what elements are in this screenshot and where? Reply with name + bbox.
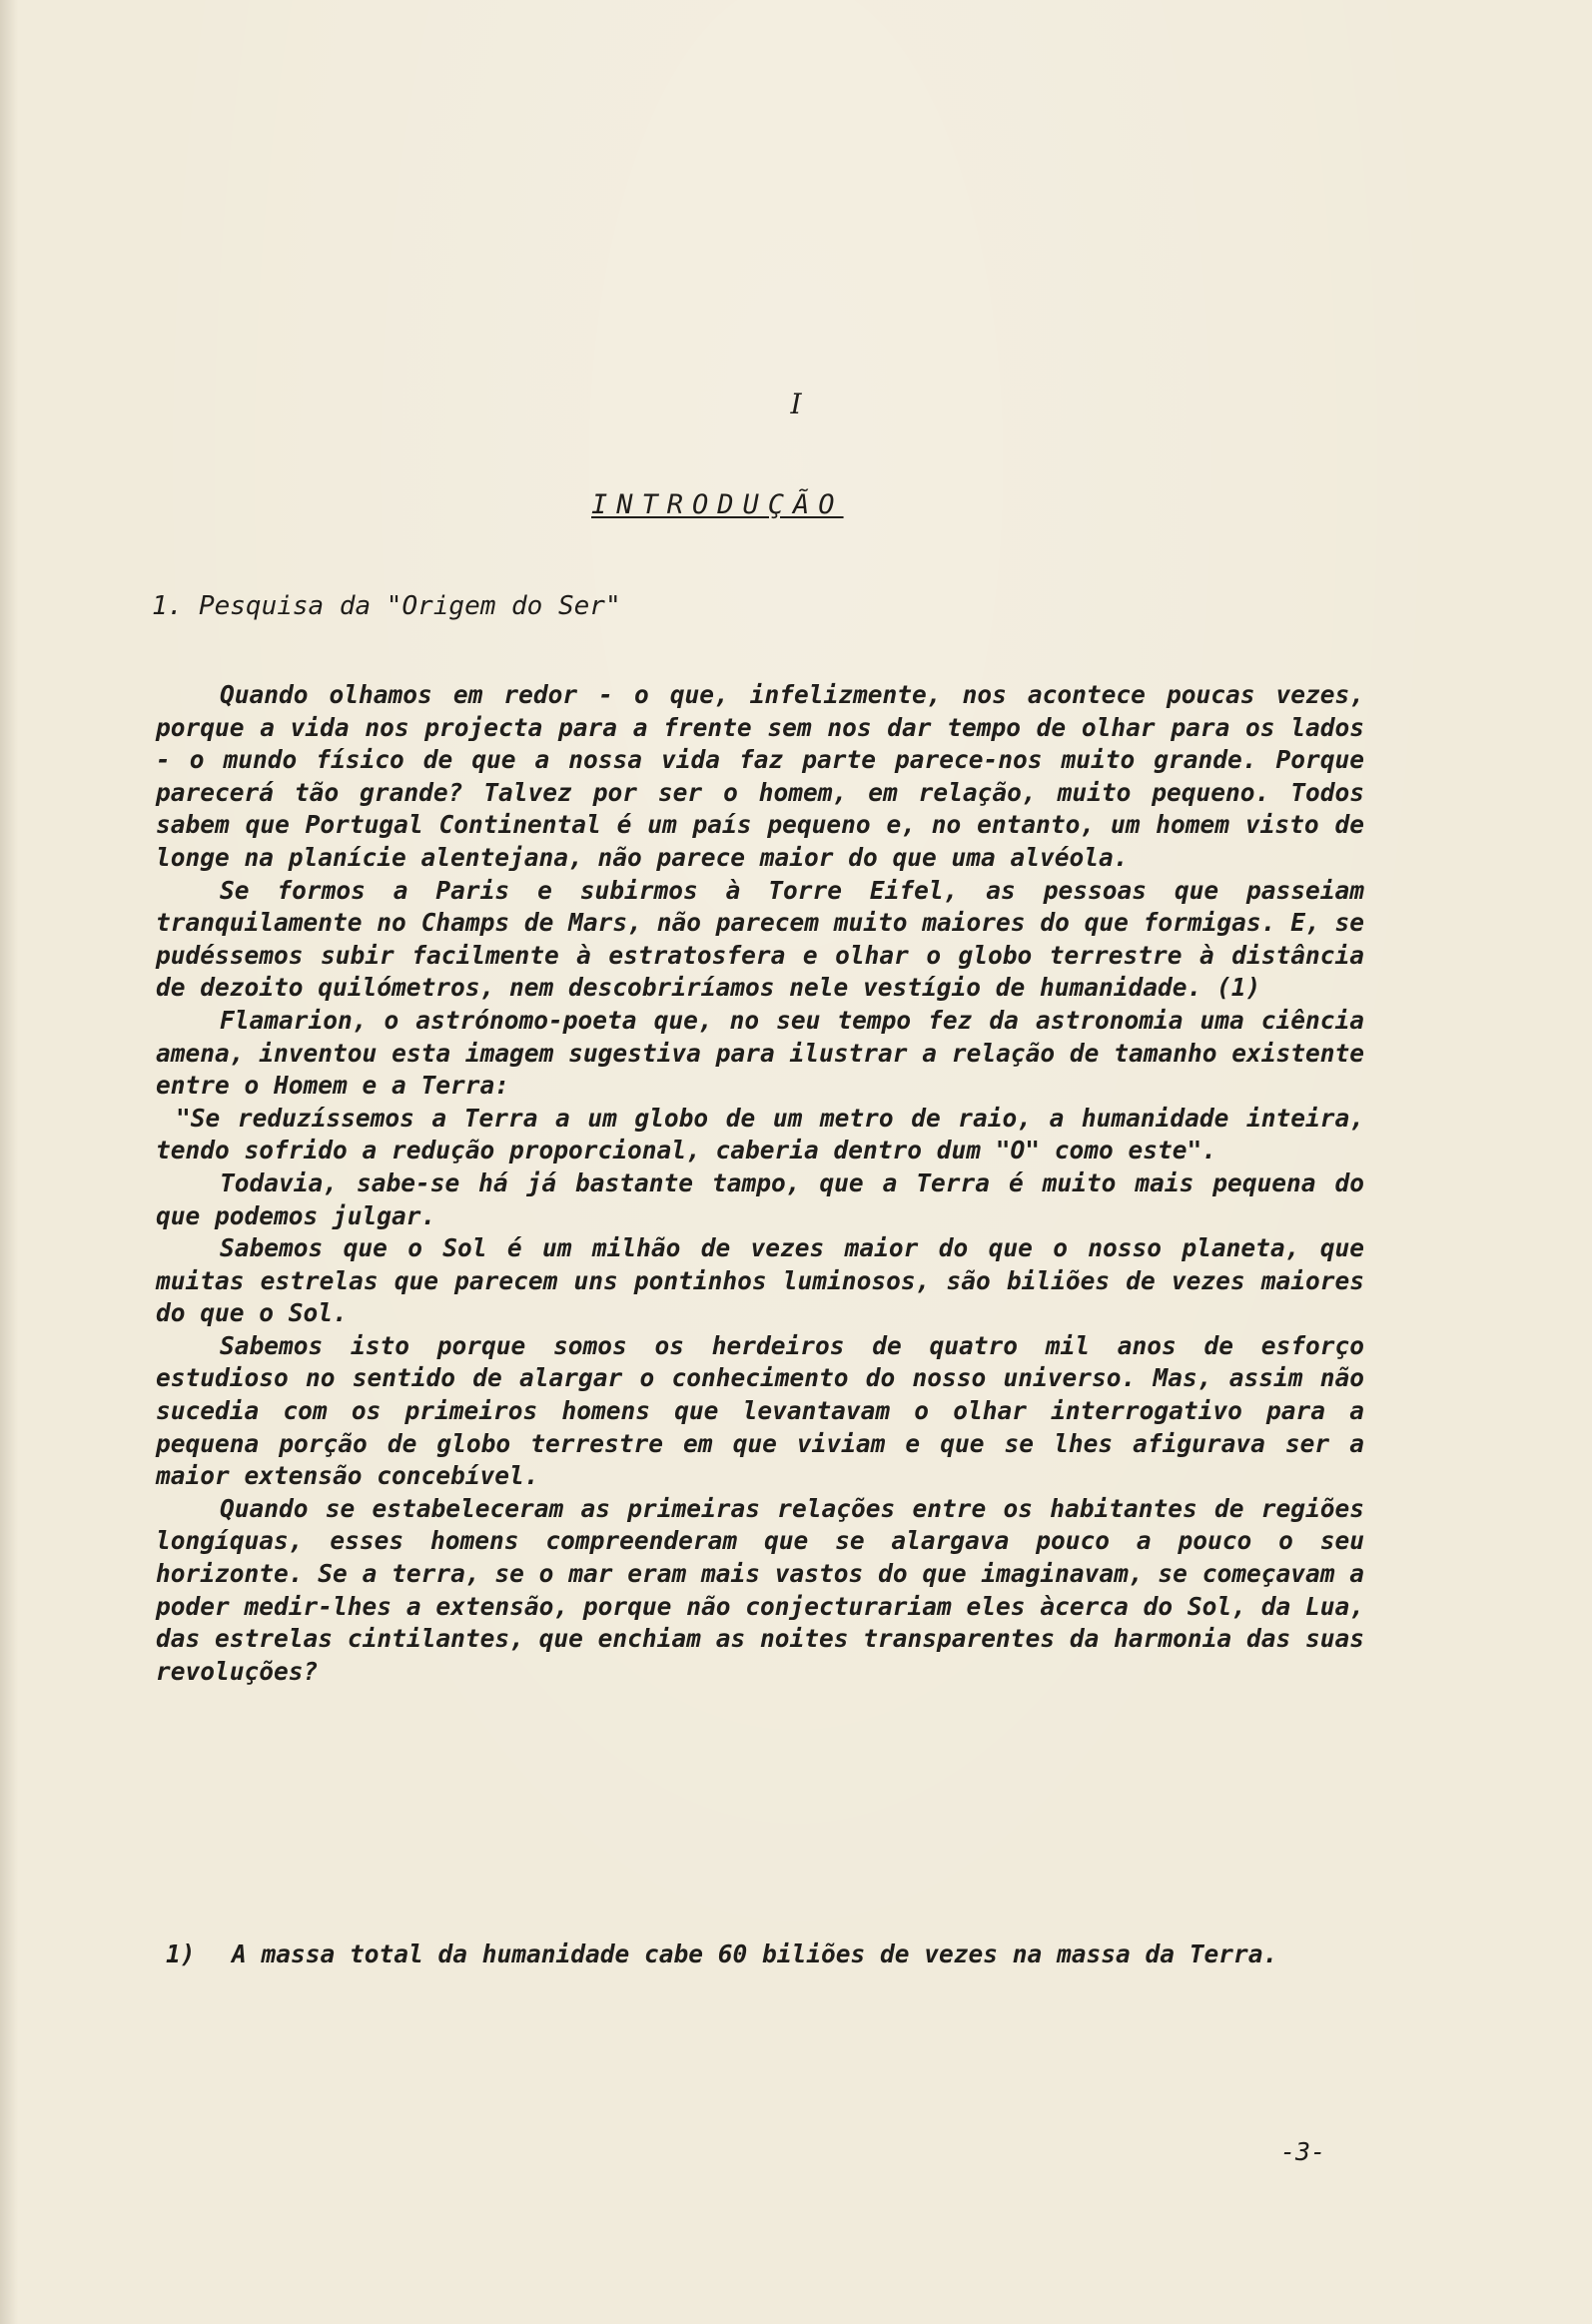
paragraph: Flamarion, o astrónomo-poeta que, no seu tempo fez da astronomia uma ciência amena, inventou esta imagem sugestiva para ilustrar a relação de tamanho existente entre o Homem e a Terra: [156,1005,1364,1101]
section-heading: 1. Pesquisa da "Origem do Ser" [152,591,621,621]
paragraph: Quando se estabeleceram as primeiras relações entre os habitantes de regiões longíquas, esses homens compreenderam que se alargava pouco a pouco o seu horizonte. Se a terra, se o mar eram mais vastos do que imaginavam, se começavam a poder medir-lhes a extensão, porque não conjecturariam eles àcerca do Sol, da Lua, das estrelas cintilantes, que enchiam as noites transparentes da harmonia das suas revoluções? [156,1493,1364,1686]
paragraph: Todavia, sabe-se há já bastante tampo, que a Terra é muito mais pequena do que podemos julgar. [156,1167,1364,1230]
page-number: -3- [1280,2137,1326,2166]
footnote [166,1936,1368,1973]
quote-paragraph: "Se reduzíssemos a Terra a um globo de um metro de raio, a humanidade inteira, tendo sofrido a redução proporcional, caberia dentro dum "O" como este". [156,1103,1364,1165]
paragraph: Se formos a Paris e subirmos à Torre Eifel, as pessoas que passeiam tranquilamente no Champs de Mars, não parecem muito maiores do que formigas. E, se pudéssemos subir facilmente à estratosfera e olhar o globo terrestre à distância de dezoito quilómetros, nem descobriríamos nele vestígio de humanidade. (1) [156,875,1364,1003]
paragraph: Sabemos isto porque somos os herdeiros de quatro mil anos de esforço estudioso no sentido de alargar o conhecimento do nosso universo. Mas, assim não sucedia com os primeiros homens que levantavam o olhar interrogativo para a pequena porção de globo terrestre em que viviam e que se lhes afigurava ser a maior extensão concebível. [156,1330,1364,1491]
chapter-number: I [790,387,802,420]
paragraph: Quando olhamos em redor - o que, infelizmente, nos acontece poucas vezes, porque a vida nos projecta para a frente sem nos dar tempo de olhar para os lados - o mundo físico de que a nossa vida faz parte parece-nos muito grande. Porque parecerá tão grande? Talvez por ser o homem, em relação, muito pequeno. Todos sabem que Portugal Continental é um país pequeno e, no entanto, um homem visto de longe na planície alentejana, não parece maior do que uma alvéola. [156,680,1364,872]
chapter-title: INTRODUÇÃO [591,489,844,520]
body-text [156,679,1364,1688]
paragraph: Sabemos que o Sol é um milhão de vezes maior do que o nosso planeta, que muitas estrelas que parecem uns pontinhos luminosos, são biliões de vezes maiores do que o Sol. [156,1233,1364,1328]
footnote-text: A massa total da humanidade cabe 60 biliões de vezes na massa da Terra. [232,1939,1278,1968]
footnote-marker: 1) [166,1939,196,1968]
